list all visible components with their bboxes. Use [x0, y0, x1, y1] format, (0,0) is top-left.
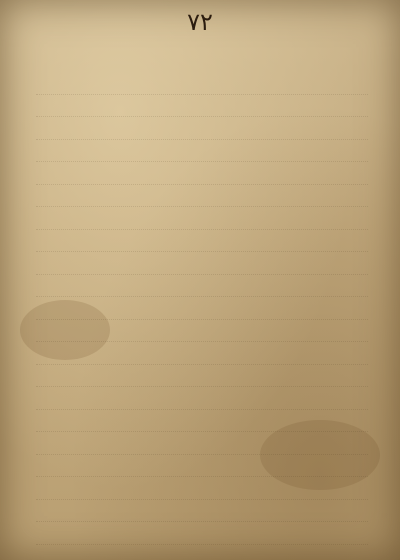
text-line: [36, 297, 368, 320]
text-line: [36, 275, 368, 298]
text-line: [36, 410, 368, 433]
text-line: [36, 117, 368, 140]
text-line: [36, 140, 368, 163]
body-text: [36, 72, 368, 560]
text-line: [36, 545, 368, 560]
text-line: [36, 432, 368, 455]
text-line: [36, 230, 368, 253]
text-line: [36, 320, 368, 343]
text-line: [36, 162, 368, 185]
text-line: [36, 455, 368, 478]
text-line: [36, 185, 368, 208]
text-line: [36, 522, 368, 545]
text-line: [36, 342, 368, 365]
text-line: [36, 387, 368, 410]
text-line: [36, 365, 368, 388]
text-line: [36, 207, 368, 230]
page-number: ۷۲: [187, 8, 213, 36]
text-line: [36, 72, 368, 95]
text-line: [36, 252, 368, 275]
text-line: [36, 477, 368, 500]
text-line: [36, 95, 368, 118]
text-line: [36, 500, 368, 523]
